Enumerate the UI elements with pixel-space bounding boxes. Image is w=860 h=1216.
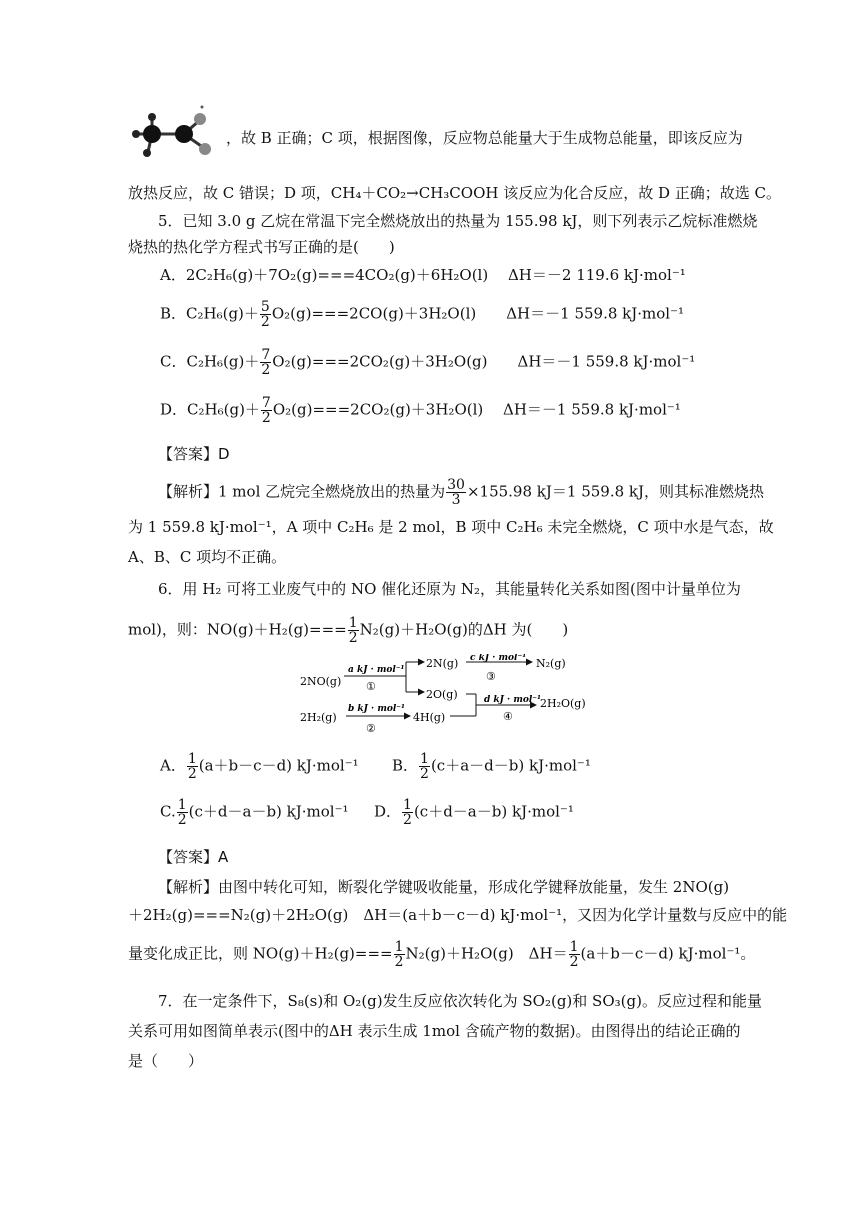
label-4h: 4H(g) <box>413 711 446 724</box>
label-d: d kJ · mol⁻¹ <box>484 695 541 705</box>
q5-option-b: B．C₂H₆(g)＋ $\frac{5}{2}$ O₂(g)===2CO(g)＋3H₂O(l) ΔH＝－1 559.8 kJ·mol⁻¹ <box>160 299 685 330</box>
q5-option-d: D．C₂H₆(g)＋ $\frac{7}{2}$ O₂(g)===2CO₂(g)＋3H₂O(l) ΔH＝－1 559.8 kJ·mol⁻¹ <box>160 395 681 426</box>
q4-text-line2: 放热反应，故 C 错误；D 项，CH₄＋CO₂→CH₃COOH 该反应为化合反应，故 D 正确；故选 C。 <box>128 184 782 202</box>
q6-explanation-line3: 量变化成正比，则 NO(g)＋H₂(g)=== $\frac{1}{2}$ N₂(g)＋H₂O(g) ΔH＝ $\frac{1}{2}$ (a＋b－c－d) kJ·mol⁻¹。 <box>128 939 756 970</box>
q4-text-line1: ，故 B 正确；C 项，根据图像，反应物总能量大于生成物总能量，即该反应为 <box>226 129 743 147</box>
label-c: c kJ · mol⁻¹ <box>470 654 527 663</box>
label-2h2o: 2H₂O(g) <box>540 697 586 710</box>
step-3: ③ <box>486 670 496 683</box>
q7-stem-line1: 7．在一定条件下，S₈(s)和 O₂(g)发生反应依次转化为 SO₂(g)和 SO₃(g)。反应过程和能量 <box>158 992 762 1010</box>
q7-stem-line3: 是（ ） <box>128 1052 204 1070</box>
molecule-image <box>128 104 218 160</box>
q6-option-b: B． $\frac{1}{2}$ (c＋a－d－b) kJ·mol⁻¹ <box>392 751 591 782</box>
label-2o: 2O(g) <box>426 688 458 701</box>
q5-option-c: C．C₂H₆(g)＋ $\frac{7}{2}$ O₂(g)===2CO₂(g)＋3H₂O(g) ΔH＝－1 559.8 kJ·mol⁻¹ <box>160 347 696 378</box>
q5-explanation-line2: 为 1 559.8 kJ·mol⁻¹，A 项中 C₂H₆ 是 2 mol，B 项中 C₂H₆ 未完全燃烧，C 项中水是气态，故 <box>128 518 774 536</box>
label-b: b kJ · mol⁻¹ <box>348 704 405 714</box>
q5-stem-line2: 烧热的热化学方程式书写正确的是( ) <box>128 238 395 256</box>
step-4: ④ <box>503 710 513 723</box>
q6-option-c: C. $\frac{1}{2}$ (c＋d－a－b) kJ·mol⁻¹ <box>160 797 349 828</box>
label-2h2: 2H₂(g) <box>300 711 337 724</box>
q6-explanation-line1: 【解析】由图中转化可知，断裂化学键吸收能量，形成化学键释放能量，发生 2NO(g) <box>158 878 730 896</box>
q6-option-d: D． $\frac{1}{2}$ (c＋d－a－b) kJ·mol⁻¹ <box>374 797 574 828</box>
q6-option-a: A． $\frac{1}{2}$ (a＋b－c－d) kJ·mol⁻¹ <box>160 751 359 782</box>
label-a: a kJ · mol⁻¹ <box>348 665 405 675</box>
label-2no: 2NO(g) <box>300 675 342 688</box>
q6-stem-line2: mol)，则：NO(g)＋H₂(g)=== $\frac{1}{2}$ N₂(g)＋H₂O(g)的ΔH 为( ) <box>128 615 569 646</box>
step-2: ② <box>366 722 376 735</box>
q6-explanation-line2: ＋2H₂(g)===N₂(g)＋2H₂O(g) ΔH＝(a＋b－c－d) kJ·mol⁻¹，又因为化学计量数与反应中的能 <box>128 906 788 924</box>
q5-stem-line1: 5．已知 3.0 g 乙烷在常温下完全燃烧放出的热量为 155.98 kJ，则下列表示乙烷标准燃烧 <box>158 212 758 230</box>
label-2n: 2N(g) <box>426 657 459 670</box>
q5-answer: 【答案】D <box>158 445 230 463</box>
step-1: ① <box>366 680 376 693</box>
q7-stem-line2: 关系可用如图简单表示(图中的ΔH 表示生成 1mol 含硫产物的数据)。由图得出的结论正确的 <box>128 1022 741 1040</box>
label-n2: N₂(g) <box>536 657 566 670</box>
q6-answer: 【答案】A <box>158 848 229 866</box>
q5-option-a: A．2C₂H₆(g)＋7O₂(g)===4CO₂(g)＋6H₂O(l) ΔH＝－2 119.6 kJ·mol⁻¹ <box>160 266 686 284</box>
energy-diagram <box>298 654 598 736</box>
q5-explanation-line1: 【解析】1 mol 乙烷完全燃烧放出的热量为 $\frac{30}{3}$ ×155.98 kJ＝1 559.8 kJ，则其标准燃烧热 <box>158 477 765 508</box>
q6-stem-line1: 6．用 H₂ 可将工业废气中的 NO 催化还原为 N₂，其能量转化关系如图(图中计量单位为 <box>158 580 741 598</box>
q5-explanation-line3: A、B、C 项均不正确。 <box>128 548 287 566</box>
